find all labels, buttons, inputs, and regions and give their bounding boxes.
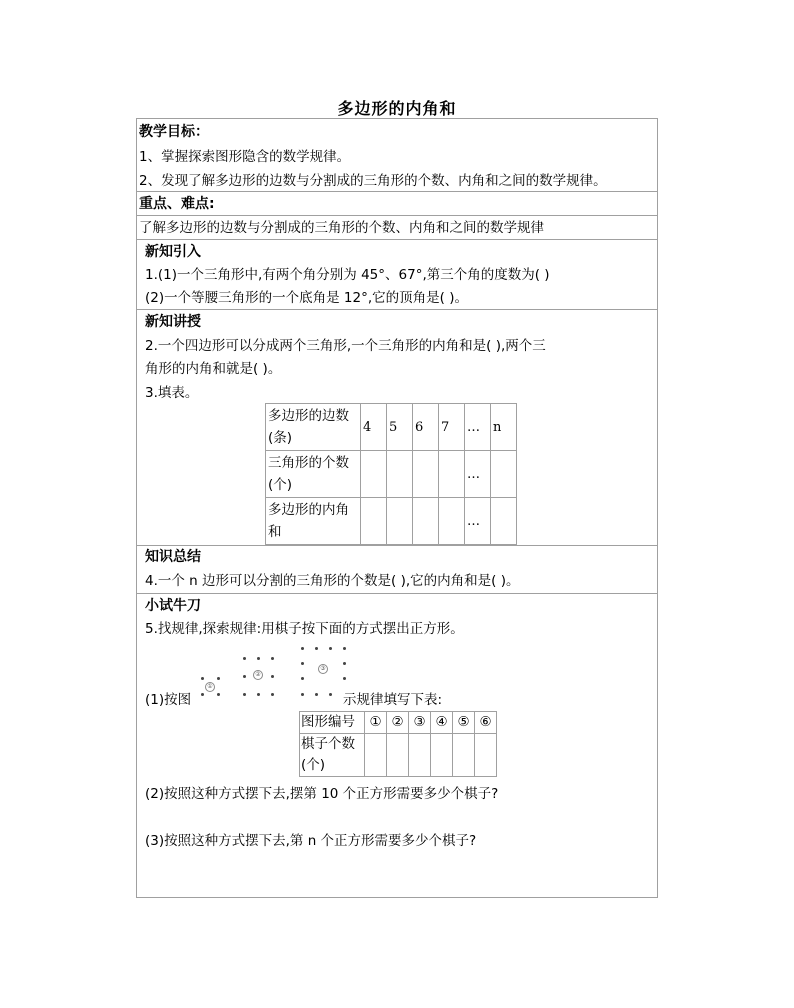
- table-cell: ②: [387, 712, 409, 734]
- table-cell: ①: [365, 712, 387, 734]
- table-row: [300, 734, 497, 777]
- chess-dot: [243, 657, 246, 660]
- divider: [137, 309, 657, 310]
- divider: [137, 191, 657, 192]
- chess-dot: [271, 693, 274, 696]
- summary-heading: 知识总结: [145, 549, 201, 565]
- table-cell: ⑥: [475, 712, 497, 734]
- objectives-heading: 教学目标：: [139, 124, 209, 140]
- practice-line: 5.找规律,探索规律:用棋子按下面的方式摆出正方形。: [145, 621, 464, 637]
- teach-line: 3.填表。: [145, 385, 199, 401]
- objective-item: 2、发现了解多边形的边数与分割成的三角形的个数、内角和之间的数学规律。: [139, 173, 607, 189]
- polygon-table: [265, 403, 517, 545]
- chess-dot: [243, 675, 246, 678]
- chess-dot: [343, 677, 346, 680]
- divider: [137, 215, 657, 216]
- chess-dot: [257, 657, 260, 660]
- chess-dot: [315, 693, 318, 696]
- table-cell[interactable]: [361, 498, 387, 545]
- teach-line: 角形的内角和就是( )。: [145, 361, 282, 377]
- row-header: 多边形的内角 和: [266, 498, 361, 545]
- table-cell: …: [465, 451, 491, 498]
- chess-dot: [217, 677, 220, 680]
- chess-dot: [301, 647, 304, 650]
- question-1-prefix: (1)按图: [145, 692, 192, 708]
- table-cell[interactable]: [491, 451, 517, 498]
- table-row: [266, 498, 517, 545]
- table-cell: n: [491, 404, 517, 451]
- keypoints-heading: 重点、难点:: [139, 196, 215, 212]
- question-1-suffix: 示规律填写下表:: [343, 692, 443, 708]
- summary-text: 4.一个 n 边形可以分割的三角形的个数是( ),它的内角和是( )。: [145, 573, 520, 589]
- chess-dot: [271, 657, 274, 660]
- table-cell: 4: [361, 404, 387, 451]
- table-cell: 7: [439, 404, 465, 451]
- chess-count-table: [299, 711, 497, 777]
- chess-dot-figures: [197, 645, 357, 705]
- row-header: 多边形的边数 (条): [266, 404, 361, 451]
- intro-heading: 新知引入: [145, 244, 201, 260]
- lesson-frame: [136, 118, 658, 898]
- chess-dot: [201, 677, 204, 680]
- table-cell[interactable]: [475, 734, 497, 777]
- table-cell[interactable]: [431, 734, 453, 777]
- divider: [137, 239, 657, 240]
- chess-dot: [243, 693, 246, 696]
- question-2: (2)按照这种方式摆下去,摆第 10 个正方形需要多少个棋子?: [145, 786, 499, 802]
- chess-dot: [343, 662, 346, 665]
- chess-dot: [217, 693, 220, 696]
- chess-dot: [329, 647, 332, 650]
- objective-item: 1、掌握探索图形隐含的数学规律。: [139, 149, 351, 165]
- table-cell[interactable]: [413, 498, 439, 545]
- row-header: 棋子个数 (个): [300, 734, 365, 777]
- table-cell[interactable]: [491, 498, 517, 545]
- table-cell[interactable]: [453, 734, 475, 777]
- chess-dot: [257, 693, 260, 696]
- table-cell[interactable]: [387, 498, 413, 545]
- table-cell[interactable]: [439, 451, 465, 498]
- question-3: (3)按照这种方式摆下去,第 n 个正方形需要多少个棋子?: [145, 833, 477, 849]
- chess-dot: [301, 693, 304, 696]
- table-cell: 6: [413, 404, 439, 451]
- chess-dot: [329, 693, 332, 696]
- table-cell: ⑤: [453, 712, 475, 734]
- keypoints-text: 了解多边形的边数与分割成的三角形的个数、内角和之间的数学规律: [139, 220, 544, 236]
- figure-label: ②: [253, 670, 263, 680]
- table-row: [266, 404, 517, 451]
- table-cell[interactable]: [361, 451, 387, 498]
- table-cell: …: [465, 404, 491, 451]
- table-row: [266, 451, 517, 498]
- table-cell[interactable]: [439, 498, 465, 545]
- figure-label: ①: [205, 682, 215, 692]
- teach-heading: 新知讲授: [145, 314, 201, 330]
- table-cell[interactable]: [413, 451, 439, 498]
- chess-dot: [201, 693, 204, 696]
- table-cell[interactable]: [387, 734, 409, 777]
- row-header: 图形编号: [300, 712, 365, 734]
- table-cell[interactable]: [365, 734, 387, 777]
- table-cell[interactable]: [387, 451, 413, 498]
- divider: [137, 545, 657, 546]
- table-cell: 5: [387, 404, 413, 451]
- chess-dot: [343, 647, 346, 650]
- chess-dot: [271, 675, 274, 678]
- table-cell: ③: [409, 712, 431, 734]
- figure-label: ③: [318, 664, 328, 674]
- table-row: [300, 712, 497, 734]
- chess-dot: [315, 647, 318, 650]
- chess-dot: [301, 662, 304, 665]
- practice-heading: 小试牛刀: [145, 598, 201, 614]
- intro-line: (2)一个等腰三角形的一个底角是 12°,它的顶角是( )。: [145, 290, 468, 306]
- teach-line: 2.一个四边形可以分成两个三角形,一个三角形的内角和是( ),两个三: [145, 338, 546, 354]
- table-cell: …: [465, 498, 491, 545]
- divider: [137, 593, 657, 594]
- intro-line: 1.(1)一个三角形中,有两个角分别为 45°、67°,第三个角的度数为( ): [145, 267, 550, 283]
- page-title: 多边形的内角和: [337, 99, 457, 118]
- row-header: 三角形的个数 (个): [266, 451, 361, 498]
- table-cell: ④: [431, 712, 453, 734]
- table-cell[interactable]: [409, 734, 431, 777]
- chess-dot: [301, 677, 304, 680]
